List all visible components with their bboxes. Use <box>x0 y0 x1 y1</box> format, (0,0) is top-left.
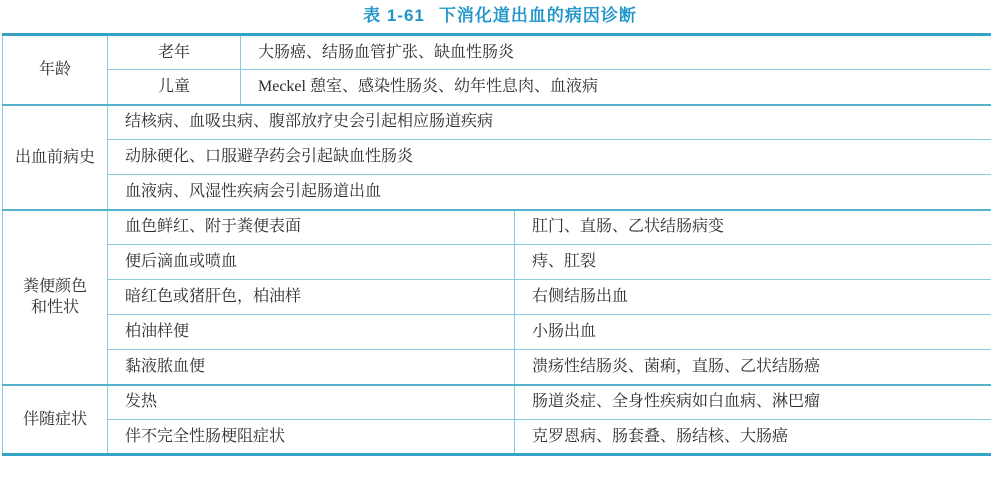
finding-cell: 血色鲜红、附于粪便表面 <box>108 210 515 245</box>
finding-cell: 伴不完全性肠梗阻症状 <box>108 420 515 455</box>
finding-cell: 暗红色或猪肝色，柏油样 <box>108 280 515 315</box>
section-label-text: 粪便颜色 <box>22 278 87 295</box>
subcategory-cell: 老年 <box>108 35 241 70</box>
section-label-stool <box>3 210 108 385</box>
description-cell: 大肠癌、结肠血管扩张、缺血性肠炎 <box>241 35 991 70</box>
table-row <box>3 280 991 315</box>
cause-cell: 痔、肛裂 <box>515 245 991 280</box>
subcategory-cell: 儿童 <box>108 70 241 105</box>
table-number: 表 1-61 <box>363 6 425 25</box>
cause-cell: 溃疡性结肠炎、菌痢，直肠、乙状结肠癌 <box>515 350 991 385</box>
section-label-text: 出血前病史 <box>14 148 95 166</box>
finding-cell: 发热 <box>108 385 515 420</box>
finding-cell: 黏液脓血便 <box>108 350 515 385</box>
cause-cell: 克罗恩病、肠套叠、肠结核、大肠癌 <box>515 420 991 455</box>
table-row <box>3 245 991 280</box>
table-row <box>3 175 991 210</box>
table-row <box>3 70 991 105</box>
section-label-text: 伴随症状 <box>22 410 87 428</box>
finding-cell: 便后滴血或喷血 <box>108 245 515 280</box>
description-cell: Meckel 憩室、感染性肠炎、幼年性息肉、血液病 <box>241 70 991 105</box>
description-cell: 动脉硬化、口服避孕药会引起缺血性肠炎 <box>108 140 991 175</box>
table-row <box>3 315 991 350</box>
table-title-text: 下消化道出血的病因诊断 <box>438 6 637 25</box>
cause-cell: 小肠出血 <box>515 315 991 350</box>
table-title <box>0 0 1000 26</box>
section-label-age <box>3 35 108 105</box>
table-row <box>3 140 991 175</box>
section-label-text: 和性状 <box>30 299 79 316</box>
table-row <box>3 210 991 245</box>
section-label-text: 年龄 <box>38 61 71 79</box>
cause-cell: 肠道炎症、全身性疾病如白血病、淋巴瘤 <box>515 385 991 420</box>
cause-cell: 肛门、直肠、乙状结肠病变 <box>515 210 991 245</box>
section-label-history <box>3 105 108 210</box>
table-row <box>3 35 991 70</box>
cause-cell: 右侧结肠出血 <box>515 280 991 315</box>
table-row <box>3 105 991 140</box>
table-row <box>3 420 991 455</box>
description-cell: 结核病、血吸虫病、腹部放疗史会引起相应肠道疾病 <box>108 105 991 140</box>
section-label-symptoms <box>3 385 108 455</box>
description-cell: 血液病、风湿性疾病会引起肠道出血 <box>108 175 991 210</box>
finding-cell: 柏油样便 <box>108 315 515 350</box>
table-row <box>3 350 991 385</box>
etiology-table <box>2 33 991 456</box>
table-row <box>3 385 991 420</box>
